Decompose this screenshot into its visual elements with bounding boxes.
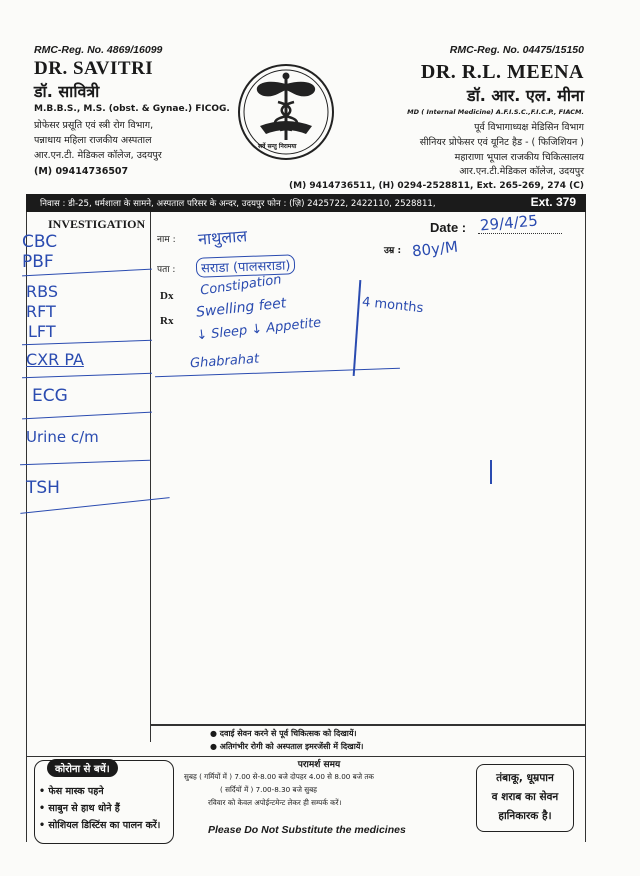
left-degrees: M.B.B.S., M.S. (obst. & Gynae.) FICOG. bbox=[34, 104, 230, 114]
corona-item-3: • सोशियल डिस्टिंस का पालन करें। bbox=[39, 820, 161, 831]
hw-patient-name: नाथुलाल bbox=[197, 226, 248, 249]
consult-line-1: सुबह ( गर्मियों में ) 7.00 से-8.00 बजे दोपहर 4.00 से 8.00 बजे तक bbox=[184, 772, 374, 781]
consult-line-3: रविवार को केवल अपोईन्टमेन्ट लेकर ही सम्पर्क करें। bbox=[208, 798, 342, 807]
investigation-label: INVESTIGATION bbox=[48, 217, 146, 231]
hw-bracket bbox=[353, 280, 362, 376]
footer-note-1: ● दवाई सेवन करने से पूर्व चिकित्सक को दिखायें। bbox=[210, 729, 357, 738]
hw-rule-6 bbox=[20, 497, 169, 514]
left-line1: प्रोफेसर प्रसूति एवं स्त्री रोग विभाग, bbox=[34, 120, 154, 131]
right-phone: (M) 9414736511, (H) 0294-2528811, Ext. 265-269, 274 (C) bbox=[289, 181, 584, 191]
hw-inv-9: TSH bbox=[26, 478, 60, 498]
hw-inv-2: PBF bbox=[22, 252, 54, 272]
hw-date: 29/4/25 bbox=[479, 211, 539, 235]
left-line2: पन्नाधाय महिला राजकीय अस्पताल bbox=[34, 135, 152, 146]
right-line3: महाराणा भूपाल राजकीय चिकित्सालय bbox=[454, 152, 584, 163]
right-doctor-name-hindi: डॉ. आर. एल. मीना bbox=[467, 86, 584, 105]
address-label: पता : bbox=[157, 265, 176, 275]
tobacco-line-3: हानिकारक है। bbox=[498, 810, 552, 822]
hw-inv-4: RFT bbox=[26, 302, 56, 321]
consult-title: परामर्श समय bbox=[297, 760, 341, 770]
left-doctor-name: DR. SAVITRI bbox=[34, 58, 154, 79]
right-reg-number: RMC-Reg. No. 04475/15150 bbox=[449, 44, 584, 56]
footer-note-2: ● अतिगंभीर रोगी को अस्पताल इमरजेंसी में दिखायें। bbox=[210, 742, 364, 751]
footer-note-2-text: अतिगंभीर रोगी को अस्पताल इमरजेंसी में दिखायें। bbox=[219, 742, 364, 751]
right-line1: पूर्व विभागाध्यक्ष मेडिसिन विभाग bbox=[474, 122, 584, 133]
tobacco-line-2: व शराब का सेवन bbox=[491, 791, 559, 803]
body-bottom-rule bbox=[150, 724, 585, 726]
hw-rule-4 bbox=[22, 412, 152, 420]
left-phone: (M) 09414736507 bbox=[34, 166, 129, 177]
name-label: नाम : bbox=[157, 235, 176, 245]
left-line3: आर.एन.टी. मेडिकल कॉलेज, उदयपुर bbox=[34, 150, 162, 161]
hw-patient-address: सराडा (पालसराडा) bbox=[196, 254, 296, 277]
right-line2: सीनियर प्रोफेसर एवं यूनिट हैड - ( फिजिशियन ) bbox=[419, 137, 584, 148]
corona-box bbox=[34, 760, 174, 844]
rx-label: Rx bbox=[160, 315, 174, 327]
frame-right bbox=[585, 212, 586, 842]
right-line4: आर.एन.टी.मेडिकल कॉलेज, उदयपुर bbox=[459, 166, 584, 177]
corona-item-1: • फेस मास्क पहने bbox=[39, 786, 104, 797]
address-text: निवास : डी-25, धर्मशाला के सामने, अस्पताल परिसर के अन्दर, उदयपुर फोन : (ज़ि) 2425722, 2422110, 2528811, bbox=[40, 199, 436, 209]
hw-inv-7: ECG bbox=[32, 386, 68, 406]
hw-complaint-2: Swelling feet bbox=[195, 295, 288, 321]
date-label: Date : bbox=[430, 220, 467, 235]
left-doctor-name-hindi: डॉ. सावित्री bbox=[34, 82, 100, 101]
consult-line-2: ( सर्दियों में ) 7.00-8.30 बजे सुबह bbox=[220, 785, 317, 794]
footer-note-1-text: दवाई सेवन करने से पूर्व चिकित्सक को दिखायें। bbox=[219, 729, 357, 738]
no-substitute-note: Please Do Not Substitute the medicines bbox=[208, 824, 406, 836]
hw-complaint-3: ↓ Sleep ↓ Appetite bbox=[195, 315, 322, 344]
tobacco-warning-box bbox=[476, 764, 574, 832]
right-degrees: MD ( Internal Medicine) A.F.I.S.C.,F.I.C.P., FIACM. bbox=[407, 108, 584, 116]
investigation-divider bbox=[150, 212, 151, 742]
hw-inv-8: Urine c/m bbox=[26, 428, 99, 446]
hw-inv-6: CXR PA bbox=[26, 350, 84, 369]
hw-rule-5 bbox=[20, 460, 150, 466]
right-doctor-name: DR. R.L. MEENA bbox=[420, 61, 584, 83]
hw-complaint-1: Constipation bbox=[199, 272, 283, 299]
left-reg-number: RMC-Reg. No. 4869/16099 bbox=[34, 44, 163, 56]
hw-inv-3: RBS bbox=[26, 282, 58, 301]
dx-label: Dx bbox=[160, 290, 174, 302]
caduceus-logo bbox=[236, 62, 336, 162]
corona-title: कोरोना से बचें। bbox=[47, 759, 118, 777]
tobacco-line-1: तंबाकू, धूम्रपान bbox=[496, 772, 554, 784]
hw-inv-1: CBC bbox=[22, 232, 58, 252]
hw-stroke bbox=[490, 460, 492, 484]
hw-age: 80y/M bbox=[411, 237, 459, 261]
address-ext: Ext. 379 bbox=[530, 195, 576, 209]
logo-caption: सर्वे सन्तु निरामया bbox=[258, 143, 297, 150]
hw-inv-5: LFT bbox=[28, 322, 56, 341]
address-bar bbox=[26, 194, 586, 212]
corona-item-2: • साबुन से हाथ धोने हैं bbox=[39, 803, 120, 814]
hw-rule-3 bbox=[22, 373, 152, 379]
hw-duration: 4 months bbox=[361, 294, 424, 317]
consult-box bbox=[180, 757, 458, 817]
hw-complaint-4: Ghabrahat bbox=[189, 351, 260, 372]
age-label: उम्र : bbox=[384, 246, 402, 256]
